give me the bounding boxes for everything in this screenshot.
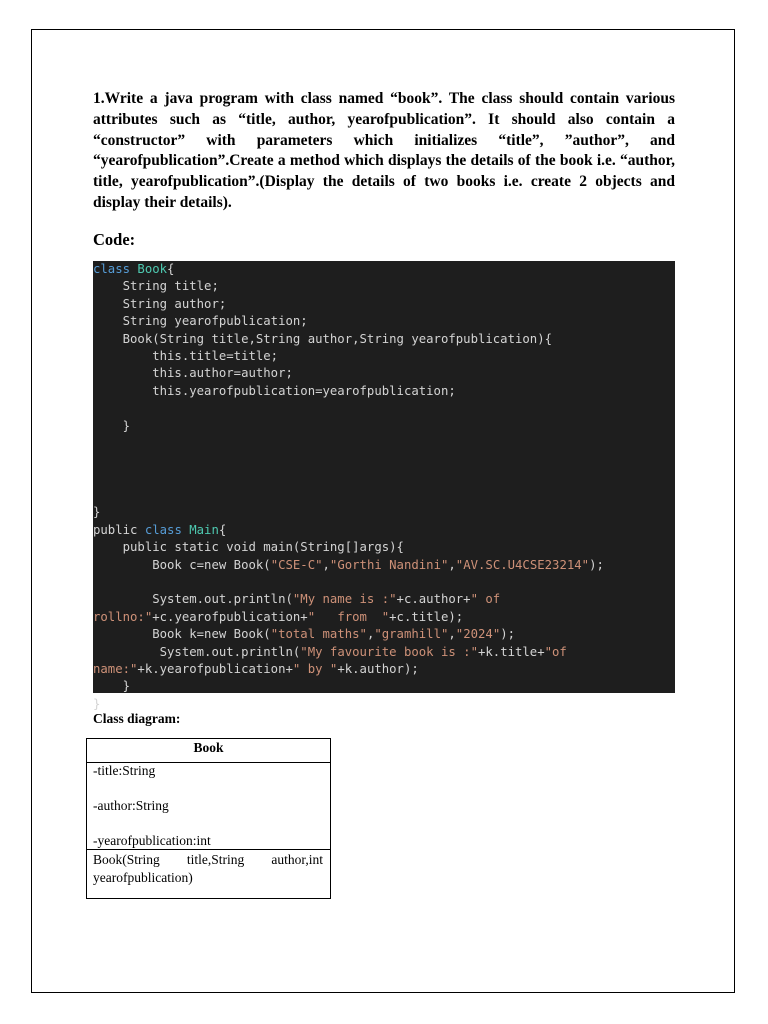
code-token: String title; <box>93 279 219 294</box>
code-token: Book <box>137 262 168 276</box>
attribute-author: -author:String <box>93 798 169 813</box>
question-text: 1.Write a java program with class named “book”. The class should contain various attributes such as “title, author, yearofpublication”. It should also contain a “constructor” with parameters which initializes “title”, ”author”, and “yearofpublication”.Create a method which displays the details of the book i.e. “author, title, yearofpublication”.(Display the details of two books i.e. create 2 objects and display their details). <box>93 90 675 211</box>
code-token: " of <box>470 592 501 607</box>
code-token: "CSE-C" <box>270 557 323 572</box>
code-line <box>93 574 604 591</box>
code-token: ); <box>500 627 516 642</box>
code-token: this.title=title; <box>93 348 279 363</box>
code-token: "My favourite book is :" <box>300 644 478 659</box>
code-token: +c.author+ <box>396 592 471 607</box>
code-token: String author; <box>93 296 227 311</box>
code-token: this.author=author; <box>93 366 293 381</box>
code-token: Book c=new Book( <box>93 557 271 572</box>
code-token: public <box>93 522 145 537</box>
code-line <box>93 383 604 400</box>
class-diagram-heading: Class diagram: <box>93 711 181 726</box>
code-line <box>93 435 604 452</box>
code-line <box>93 504 604 521</box>
code-token: "gramhill" <box>374 627 449 642</box>
class-diagram <box>86 738 331 899</box>
code-token: "total maths" <box>270 627 367 642</box>
code-line <box>93 261 604 278</box>
class-attributes <box>87 763 330 850</box>
code-line <box>93 609 604 626</box>
code-token: "of <box>544 644 567 659</box>
code-token: , <box>448 557 456 572</box>
code-token: " from " <box>307 609 390 624</box>
class-name: Book <box>87 739 330 763</box>
code-line <box>93 661 604 678</box>
code-token: class <box>144 522 190 537</box>
code-line <box>93 313 604 330</box>
attribute-title: -title:String <box>93 763 156 778</box>
code-token: class <box>93 262 138 276</box>
code-line <box>93 591 604 608</box>
code-line <box>93 278 604 295</box>
code-token: } <box>93 679 131 694</box>
code-line <box>93 348 604 365</box>
code-line <box>93 418 604 435</box>
code-token: System.out.println( <box>93 644 301 659</box>
code-line <box>93 557 604 574</box>
code-token: Book k=new Book( <box>93 627 271 642</box>
code-token: "My name is :" <box>292 592 397 607</box>
code-token: } <box>93 696 101 711</box>
code-token: +k.title+ <box>477 644 545 659</box>
code-line <box>93 452 604 469</box>
code-token: Main <box>189 522 219 537</box>
code-token: public static void main(String[]args){ <box>93 540 404 555</box>
code-line <box>93 522 604 539</box>
code-token: { <box>167 262 175 276</box>
code-line <box>93 470 604 487</box>
code-token: System.out.println( <box>93 592 293 607</box>
code-token: String yearofpublication; <box>93 314 308 329</box>
code-line <box>93 331 604 348</box>
code-line <box>93 644 604 661</box>
code-token: name:" <box>93 661 138 676</box>
code-token: +c.yearofpublication+ <box>152 609 308 624</box>
code-token: { <box>218 522 227 537</box>
code-token: " by " <box>292 661 338 676</box>
code-lines <box>93 261 604 713</box>
code-token: , <box>366 627 375 642</box>
code-token: this.yearofpublication=yearofpublication; <box>93 383 456 398</box>
code-token: , <box>448 627 456 642</box>
code-block <box>93 261 675 711</box>
code-token: +c.title); <box>389 609 464 624</box>
code-token: } <box>93 418 131 433</box>
class-methods: Book(String title,String author,int yearofpublication) <box>93 852 323 885</box>
code-line <box>93 296 604 313</box>
code-line <box>93 400 604 417</box>
code-token: +k.author); <box>337 661 419 676</box>
code-token: ); <box>589 557 604 572</box>
code-token: "2024" <box>455 627 501 642</box>
code-heading: Code: <box>93 230 136 249</box>
code-token: +k.yearofpublication+ <box>137 661 293 676</box>
code-token: Book(String title,String author,String yearofpublication){ <box>93 331 553 346</box>
code-line <box>93 539 604 556</box>
code-line <box>93 626 604 643</box>
code-token: , <box>322 557 330 572</box>
code-line <box>93 487 604 504</box>
code-line <box>93 365 604 382</box>
code-line <box>93 678 604 695</box>
code-token: "Gorthi Nandini" <box>329 557 449 572</box>
code-token: } <box>93 505 101 520</box>
code-token: rollno:" <box>93 609 153 624</box>
attribute-yearofpublication: -yearofpublication:int <box>93 833 211 848</box>
code-token: "AV.SC.U4CSE23214" <box>455 557 590 572</box>
